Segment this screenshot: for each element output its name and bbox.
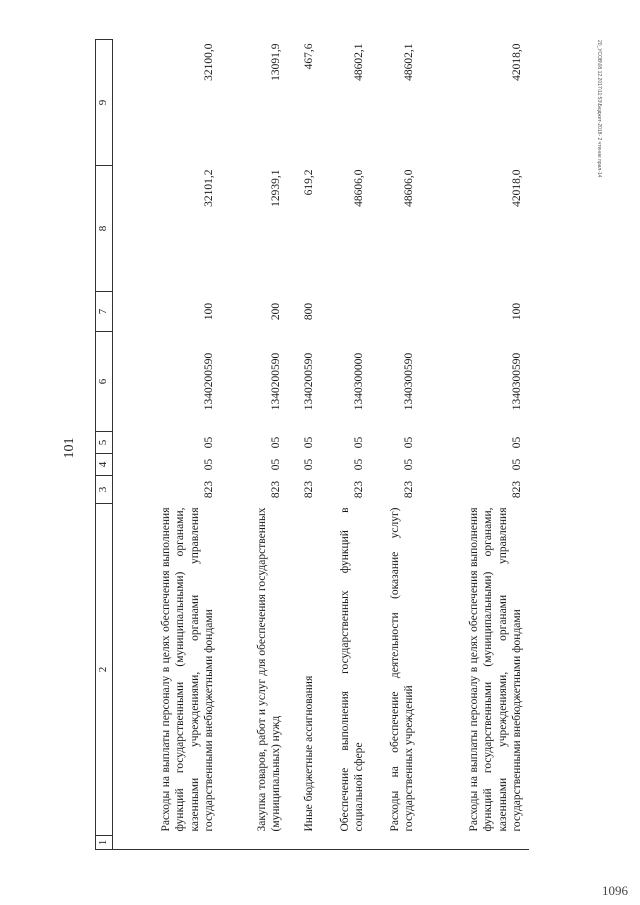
header-cell: 2 xyxy=(96,504,113,836)
description-cell: Расходы на выплаты персоналу в целях обеспечения выполнения функций государственными (муниципальными) органами, казенными учреждениями, органами управления государственными внебюджетными фондами xyxy=(160,507,216,832)
budget-table xyxy=(95,39,529,850)
section-code-cell: 05 xyxy=(511,458,524,471)
corner-sheet-number: 1096 xyxy=(602,883,628,898)
subsection-code-cell: 05 xyxy=(203,436,216,449)
row-index-cell xyxy=(113,836,221,850)
header-cell: 9 xyxy=(96,40,113,166)
header-cell: 3 xyxy=(96,476,113,504)
description-cell: Расходы на обеспечение деятельности (оказание услуг) государственных учреждений xyxy=(388,507,416,832)
amount-cell: 42018,0 xyxy=(511,43,524,81)
amount-cell: 48602,1 xyxy=(403,43,416,81)
amount-cell: 32101,2 xyxy=(203,169,216,207)
section-code-cell: 05 xyxy=(203,458,216,471)
amount-cell: 619,2 xyxy=(303,169,316,196)
amount-cell: 42018,0 xyxy=(511,169,524,207)
description-cell: Обеспечение выполнения государственных функций в социальной сфере xyxy=(338,507,366,832)
header-cell: 4 xyxy=(96,454,113,476)
description-cell: Расходы на выплаты персоналу в целях обеспечения выполнения функций государственными (муниципальными) органами, казенными учреждениями, органами управления государственными внебюджетными фондами xyxy=(468,507,524,832)
page-number: 101 xyxy=(62,437,77,459)
section-code-cell: 05 xyxy=(353,458,366,471)
header-cell: 8 xyxy=(96,166,113,292)
table-row xyxy=(321,40,371,850)
subsection-code-cell: 05 xyxy=(353,436,366,449)
expense-type-cell: 100 xyxy=(203,302,216,321)
ministry-code-cell: 823 xyxy=(270,480,283,499)
section-code-cell: 05 xyxy=(270,458,283,471)
amount-cell: 48602,1 xyxy=(353,43,366,81)
target-article-cell: 1340300590 xyxy=(511,352,524,411)
ministry-code-cell: 823 xyxy=(511,480,524,499)
row-index-cell xyxy=(371,836,421,850)
expense-type-cell: 800 xyxy=(303,302,316,321)
table-row xyxy=(221,40,288,850)
row-index-cell xyxy=(321,836,371,850)
table-header-row xyxy=(96,40,113,850)
row-index-cell xyxy=(221,836,288,850)
row-index-cell xyxy=(288,836,321,850)
target-article-cell: 1340300590 xyxy=(403,352,416,411)
amount-cell: 32100,0 xyxy=(203,43,216,81)
subsection-code-cell: 05 xyxy=(270,436,283,449)
rotated-table-frame xyxy=(95,40,595,850)
expense-type-cell xyxy=(321,292,371,332)
ministry-code-cell: 823 xyxy=(353,480,366,499)
amount-cell: 12939,1 xyxy=(270,169,283,207)
amount-cell: 48606,0 xyxy=(353,169,366,207)
amount-cell: 467,6 xyxy=(303,43,316,70)
header-cell: 5 xyxy=(96,432,113,454)
header-cell: 1 xyxy=(96,836,113,850)
table-row xyxy=(113,40,221,850)
target-article-cell: 1340200590 xyxy=(270,352,283,411)
table-row xyxy=(288,40,321,850)
expense-type-cell: 100 xyxy=(511,302,524,321)
expense-type-cell xyxy=(371,292,421,332)
target-article-cell: 1340200590 xyxy=(303,352,316,411)
header-cell: 6 xyxy=(96,332,113,432)
target-article-cell: 1340300000 xyxy=(353,352,366,411)
subsection-code-cell: 05 xyxy=(403,436,416,449)
subsection-code-cell: 05 xyxy=(511,436,524,449)
subsection-code-cell: 05 xyxy=(303,436,316,449)
ministry-code-cell: 823 xyxy=(403,480,416,499)
header-cell: 7 xyxy=(96,292,113,332)
section-code-cell: 05 xyxy=(303,458,316,471)
description-cell: Закупка товаров, работ и услуг для обеспечения государственных (муниципальных) нужд xyxy=(255,507,283,832)
table-row xyxy=(421,40,529,850)
target-article-cell: 1340200590 xyxy=(203,352,216,411)
ministry-code-cell: 823 xyxy=(303,480,316,499)
file-path-note: 20_УСОВ\08.12.2017\11:53\Бюджет-2018- 2 чтение прил-14 xyxy=(596,40,602,178)
row-index-cell xyxy=(421,836,529,850)
section-code-cell: 05 xyxy=(403,458,416,471)
ministry-code-cell: 823 xyxy=(203,480,216,499)
description-cell: Иные бюджетные ассигнования xyxy=(303,675,316,832)
amount-cell: 13091,9 xyxy=(270,43,283,81)
expense-type-cell: 200 xyxy=(270,302,283,321)
amount-cell: 48606,0 xyxy=(403,169,416,207)
table-row xyxy=(371,40,421,850)
